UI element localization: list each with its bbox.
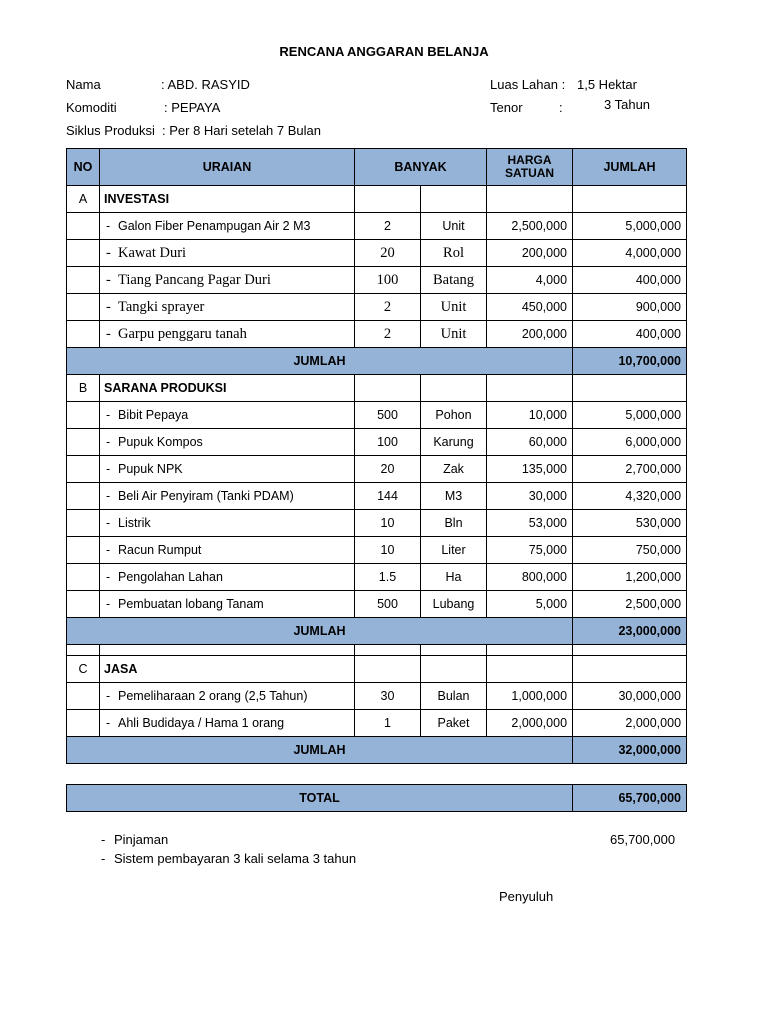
- table-row: [67, 213, 687, 240]
- item-desc-text: Pupuk Kompos: [118, 434, 203, 449]
- section-no: B: [67, 375, 100, 402]
- item-qty: 10: [355, 537, 421, 564]
- subtotal-label: JUMLAH: [67, 618, 573, 645]
- item-total: 530,000: [573, 510, 687, 537]
- item-description: [100, 591, 355, 618]
- item-price: 53,000: [487, 510, 573, 537]
- item-unit: Liter: [421, 537, 487, 564]
- empty-cell: [421, 656, 487, 683]
- table-row: [67, 591, 687, 618]
- item-total: 750,000: [573, 537, 687, 564]
- item-qty: 10: [355, 510, 421, 537]
- item-qty: 20: [355, 456, 421, 483]
- item-total: 5,000,000: [573, 402, 687, 429]
- item-price: 30,000: [487, 483, 573, 510]
- item-desc-text: Galon Fiber Penampugan Air 2 M3: [118, 218, 311, 233]
- total-label: TOTAL: [67, 785, 573, 812]
- empty-cell: [355, 645, 421, 656]
- item-desc-text: Pemeliharaan 2 orang (2,5 Tahun): [118, 688, 308, 703]
- empty-cell: [67, 402, 100, 429]
- empty-cell: [67, 429, 100, 456]
- pinjaman-value: 65,700,000: [610, 832, 676, 847]
- item-description: [100, 710, 355, 737]
- item-desc-text: Pembuatan lobang Tanam: [118, 596, 264, 611]
- item-price: 4,000: [487, 267, 573, 294]
- item-price: 200,000: [487, 321, 573, 348]
- dash-marker: -: [106, 434, 111, 449]
- item-qty: 100: [355, 429, 421, 456]
- budget-table: [66, 148, 687, 764]
- section-no: A: [67, 186, 100, 213]
- empty-cell: [67, 321, 100, 348]
- item-desc-text: Ahli Budidaya / Hama 1 orang: [118, 715, 285, 730]
- item-total: 2,700,000: [573, 456, 687, 483]
- item-total: 2,500,000: [573, 591, 687, 618]
- section-name: SARANA PRODUKSI: [100, 375, 355, 402]
- note-dash-1: -: [101, 832, 106, 847]
- empty-cell: [487, 656, 573, 683]
- empty-cell: [573, 375, 687, 402]
- item-price: 200,000: [487, 240, 573, 267]
- item-unit: Zak: [421, 456, 487, 483]
- empty-cell: [487, 375, 573, 402]
- section-name: INVESTASI: [100, 186, 355, 213]
- tenor-label: Tenor: [490, 100, 523, 115]
- empty-cell: [100, 645, 355, 656]
- item-unit: M3: [421, 483, 487, 510]
- table-row: [67, 294, 687, 321]
- item-desc-text: Tiang Pancang Pagar Duri: [118, 271, 271, 288]
- empty-cell: [487, 645, 573, 656]
- table-row: [67, 683, 687, 710]
- dash-marker: -: [106, 515, 111, 530]
- section-row: [67, 656, 687, 683]
- komoditi-value: : PEPAYA: [164, 100, 221, 115]
- empty-cell: [67, 456, 100, 483]
- empty-cell: [421, 186, 487, 213]
- item-price: 60,000: [487, 429, 573, 456]
- empty-cell: [67, 267, 100, 294]
- total-table: [66, 784, 687, 812]
- spacer-row: [67, 645, 687, 656]
- nama-label: Nama: [66, 77, 101, 92]
- section-no: C: [67, 656, 100, 683]
- item-price: 450,000: [487, 294, 573, 321]
- table-row: [67, 564, 687, 591]
- item-desc-text: Beli Air Penyiram (Tanki PDAM): [118, 488, 294, 503]
- item-total: 2,000,000: [573, 710, 687, 737]
- item-qty: 500: [355, 591, 421, 618]
- item-total: 900,000: [573, 294, 687, 321]
- item-qty: 1.5: [355, 564, 421, 591]
- item-desc-text: Garpu penggaru tanah: [118, 325, 247, 342]
- empty-cell: [67, 683, 100, 710]
- empty-cell: [67, 294, 100, 321]
- item-qty: 2: [355, 294, 421, 321]
- item-qty: 144: [355, 483, 421, 510]
- item-total: 6,000,000: [573, 429, 687, 456]
- empty-cell: [67, 564, 100, 591]
- empty-cell: [355, 375, 421, 402]
- item-qty: 2: [355, 321, 421, 348]
- luas-label: Luas Lahan :: [490, 77, 566, 92]
- item-price: 75,000: [487, 537, 573, 564]
- total-row: [67, 785, 687, 812]
- item-qty: 30: [355, 683, 421, 710]
- item-desc-text: Pengolahan Lahan: [118, 569, 223, 584]
- empty-cell: [67, 537, 100, 564]
- subtotal-row: [67, 348, 687, 375]
- item-unit: Batang: [421, 267, 487, 294]
- dash-marker: -: [106, 407, 111, 422]
- pinjaman-label: Pinjaman: [114, 832, 169, 847]
- item-qty: 2: [355, 213, 421, 240]
- subtotal-value: 32,000,000: [573, 737, 687, 764]
- header-harga-satuan: [487, 149, 573, 186]
- item-desc-text: Tangki sprayer: [118, 298, 205, 315]
- luas-value: 1,5 Hektar: [577, 77, 637, 92]
- tenor-colon: :: [559, 100, 563, 115]
- item-description: [100, 213, 355, 240]
- dash-marker: -: [106, 244, 111, 261]
- empty-cell: [421, 375, 487, 402]
- table-row: [67, 429, 687, 456]
- item-total: 400,000: [573, 267, 687, 294]
- dash-marker: -: [106, 271, 111, 288]
- komoditi-label: Komoditi: [66, 100, 117, 115]
- siklus-value: : Per 8 Hari setelah 7 Bulan: [162, 123, 321, 138]
- item-price: 2,000,000: [487, 710, 573, 737]
- empty-cell: [487, 186, 573, 213]
- item-unit: Lubang: [421, 591, 487, 618]
- item-description: [100, 683, 355, 710]
- item-price: 10,000: [487, 402, 573, 429]
- item-total: 4,320,000: [573, 483, 687, 510]
- item-unit: Unit: [421, 213, 487, 240]
- item-description: [100, 321, 355, 348]
- signature-label: Penyuluh: [499, 889, 554, 904]
- item-unit: Unit: [421, 294, 487, 321]
- section-row: [67, 186, 687, 213]
- empty-cell: [573, 645, 687, 656]
- empty-cell: [67, 645, 100, 656]
- dash-marker: -: [106, 542, 111, 557]
- header-no: NO: [67, 149, 100, 186]
- note-dash-2: -: [101, 851, 106, 866]
- item-desc-text: Kawat Duri: [118, 244, 187, 261]
- item-unit: Pohon: [421, 402, 487, 429]
- table-row: [67, 483, 687, 510]
- table-row: [67, 710, 687, 737]
- dash-marker: -: [106, 596, 111, 611]
- item-price: 5,000: [487, 591, 573, 618]
- dash-marker: -: [106, 298, 111, 315]
- table-row: [67, 537, 687, 564]
- nama-value: : ABD. RASYID: [161, 77, 250, 92]
- item-unit: Paket: [421, 710, 487, 737]
- item-desc-text: Bibit Pepaya: [118, 407, 189, 422]
- item-total: 30,000,000: [573, 683, 687, 710]
- item-unit: Rol: [421, 240, 487, 267]
- item-unit: Bln: [421, 510, 487, 537]
- item-unit: Ha: [421, 564, 487, 591]
- item-total: 4,000,000: [573, 240, 687, 267]
- table-header-row: [67, 149, 687, 186]
- item-price: 1,000,000: [487, 683, 573, 710]
- header-banyak: BANYAK: [355, 149, 487, 186]
- header-uraian: URAIAN: [100, 149, 355, 186]
- item-total: 1,200,000: [573, 564, 687, 591]
- item-description: [100, 456, 355, 483]
- dash-marker: -: [106, 461, 111, 476]
- empty-cell: [573, 656, 687, 683]
- empty-cell: [421, 645, 487, 656]
- siklus-label: Siklus Produksi: [66, 123, 155, 138]
- tenor-value: 3 Tahun: [604, 97, 651, 112]
- item-desc-text: Racun Rumput: [118, 542, 202, 557]
- item-qty: 500: [355, 402, 421, 429]
- empty-cell: [67, 483, 100, 510]
- item-description: [100, 402, 355, 429]
- item-desc-text: Listrik: [118, 515, 151, 530]
- empty-cell: [67, 213, 100, 240]
- header-harga-line2: SATUAN: [504, 166, 555, 180]
- item-description: [100, 564, 355, 591]
- item-unit: Karung: [421, 429, 487, 456]
- table-row: [67, 267, 687, 294]
- table-row: [67, 402, 687, 429]
- empty-cell: [67, 710, 100, 737]
- subtotal-row: [67, 737, 687, 764]
- table-row: [67, 456, 687, 483]
- table-row: [67, 240, 687, 267]
- item-description: [100, 240, 355, 267]
- subtotal-label: JUMLAH: [67, 737, 573, 764]
- empty-cell: [67, 510, 100, 537]
- dash-marker: -: [106, 688, 111, 703]
- dash-marker: -: [106, 325, 111, 342]
- empty-cell: [355, 656, 421, 683]
- header-jumlah: JUMLAH: [573, 149, 687, 186]
- item-description: [100, 267, 355, 294]
- section-row: [67, 375, 687, 402]
- item-desc-text: Pupuk NPK: [118, 461, 183, 476]
- subtotal-label: JUMLAH: [67, 348, 573, 375]
- item-price: 135,000: [487, 456, 573, 483]
- empty-cell: [573, 186, 687, 213]
- page-title: RENCANA ANGGARAN BELANJA: [279, 44, 489, 59]
- empty-cell: [67, 591, 100, 618]
- dash-marker: -: [106, 488, 111, 503]
- item-unit: Bulan: [421, 683, 487, 710]
- total-value: 65,700,000: [573, 785, 687, 812]
- dash-marker: -: [106, 715, 111, 730]
- table-row: [67, 321, 687, 348]
- subtotal-row: [67, 618, 687, 645]
- table-row: [67, 510, 687, 537]
- item-qty: 20: [355, 240, 421, 267]
- sistem-pembayaran: Sistem pembayaran 3 kali selama 3 tahun: [114, 851, 357, 866]
- empty-cell: [67, 240, 100, 267]
- section-name: JASA: [100, 656, 355, 683]
- item-qty: 1: [355, 710, 421, 737]
- subtotal-value: 23,000,000: [573, 618, 687, 645]
- item-description: [100, 537, 355, 564]
- item-qty: 100: [355, 267, 421, 294]
- item-description: [100, 510, 355, 537]
- empty-cell: [355, 186, 421, 213]
- dash-marker: -: [106, 218, 111, 233]
- item-description: [100, 429, 355, 456]
- item-total: 400,000: [573, 321, 687, 348]
- header-harga-line1: HARGA: [507, 152, 552, 167]
- item-price: 2,500,000: [487, 213, 573, 240]
- subtotal-value: 10,700,000: [573, 348, 687, 375]
- item-description: [100, 483, 355, 510]
- item-price: 800,000: [487, 564, 573, 591]
- item-description: [100, 294, 355, 321]
- item-total: 5,000,000: [573, 213, 687, 240]
- dash-marker: -: [106, 569, 111, 584]
- item-unit: Unit: [421, 321, 487, 348]
